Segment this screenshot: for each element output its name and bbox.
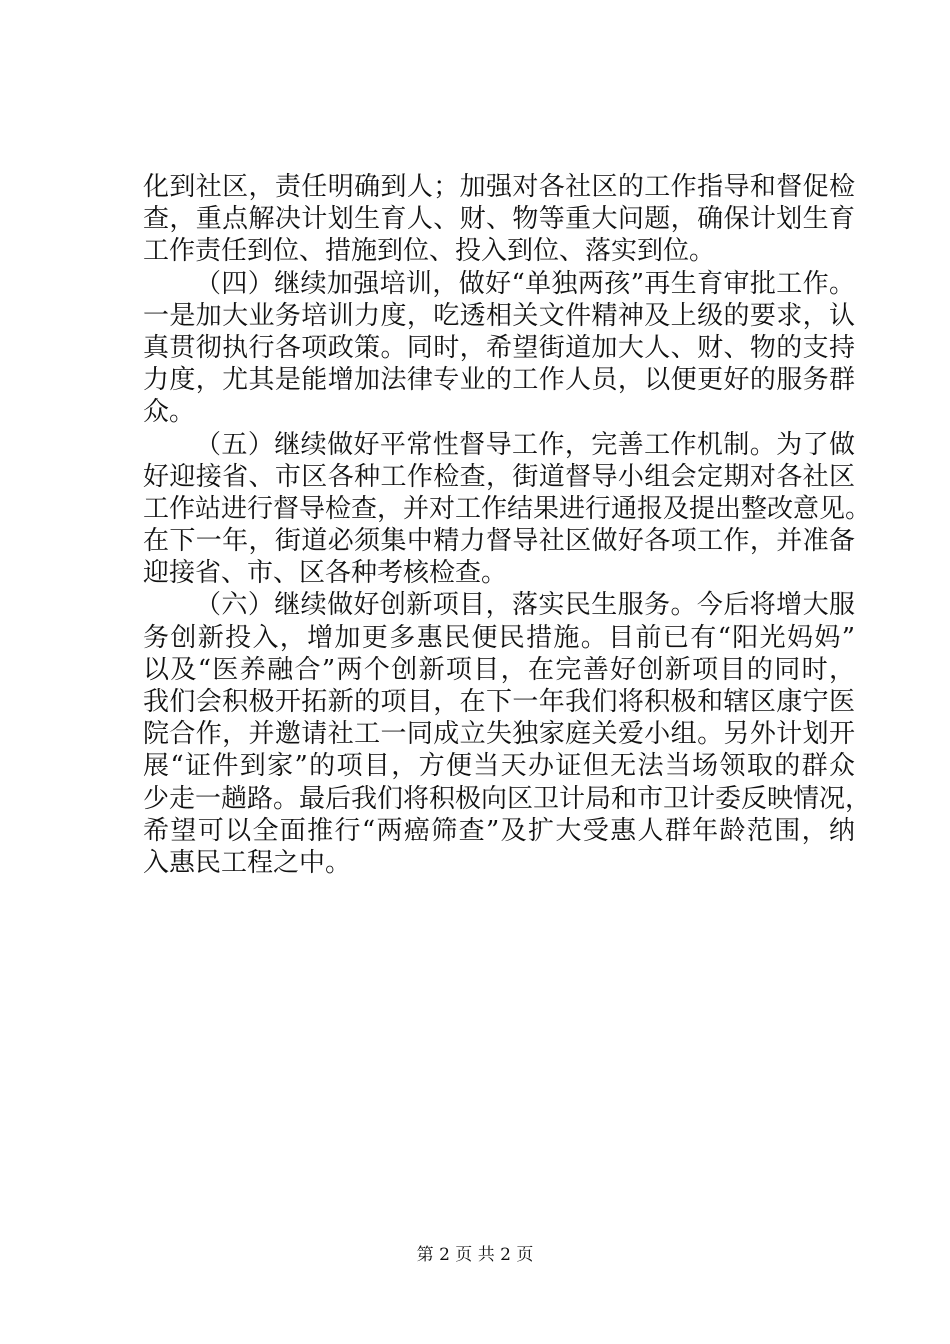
text-line: 在下一年，街道必须集中精力督导社区做好各项工作，并准备 xyxy=(143,526,855,557)
text-line: 以及“医养融合”两个创新项目，在完善好创新项目的同时， xyxy=(143,654,855,685)
text-line: 众。 xyxy=(143,397,196,428)
text-line: 展“证件到家”的项目，方便当天办证但无法当场领取的群众 xyxy=(143,751,855,782)
text-line: 力度，尤其是能增加法律专业的工作人员，以便更好的服务群 xyxy=(143,365,855,396)
paragraph xyxy=(143,429,872,590)
text-line: 入惠民工程之中。 xyxy=(143,847,352,878)
text-line: （六）继续做好创新项目，落实民生服务。今后将增大服 xyxy=(195,590,855,621)
paragraph xyxy=(143,268,855,429)
text-line: 迎接省、市、区各种考核检查。 xyxy=(143,558,508,589)
text-line: （四）继续加强培训，做好“单独两孩”再生育审批工作。 xyxy=(195,268,855,299)
text-line: 务创新投入，增加更多惠民便民措施。目前已有“阳光妈妈” xyxy=(143,622,855,653)
text-line: 少走一趟路。最后我们将积极向区卫计局和市卫计委反映情况， xyxy=(143,783,872,814)
text-line: 我们会积极开拓新的项目，在下一年我们将积极和辖区康宁医 xyxy=(143,687,855,717)
document-body xyxy=(143,171,872,879)
text-line: （五）继续做好平常性督导工作，完善工作机制。为了做 xyxy=(195,429,855,460)
text-line: 希望可以全面推行“两癌筛查”及扩大受惠人群年龄范围，纳 xyxy=(143,815,855,846)
paragraph xyxy=(143,589,872,879)
text-line: 一是加大业务培训力度，吃透相关文件精神及上级的要求，认 xyxy=(143,300,855,331)
text-line: 好迎接省、市区各种工作检查，街道督导小组会定期对各社区 xyxy=(143,461,855,492)
paragraph xyxy=(143,171,855,268)
text-line: 真贯彻执行各项政策。同时，希望街道加大人、财、物的支持 xyxy=(143,332,855,363)
text-line: 院合作，并邀请社工一同成立失独家庭关爱小组。另外计划开 xyxy=(143,719,855,750)
text-line: 化到社区，责任明确到人；加强对各社区的工作指导和督促检 xyxy=(143,172,855,202)
text-line: 工作站进行督导检查，并对工作结果进行通报及提出整改意见。 xyxy=(143,493,872,524)
page-footer: 第 2 页 共 2 页 xyxy=(416,1245,534,1265)
text-line: 查，重点解决计划生育人、财、物等重大问题，确保计划生育 xyxy=(143,204,855,235)
text-line: 工作责任到位、措施到位、投入到位、落实到位。 xyxy=(143,236,716,267)
